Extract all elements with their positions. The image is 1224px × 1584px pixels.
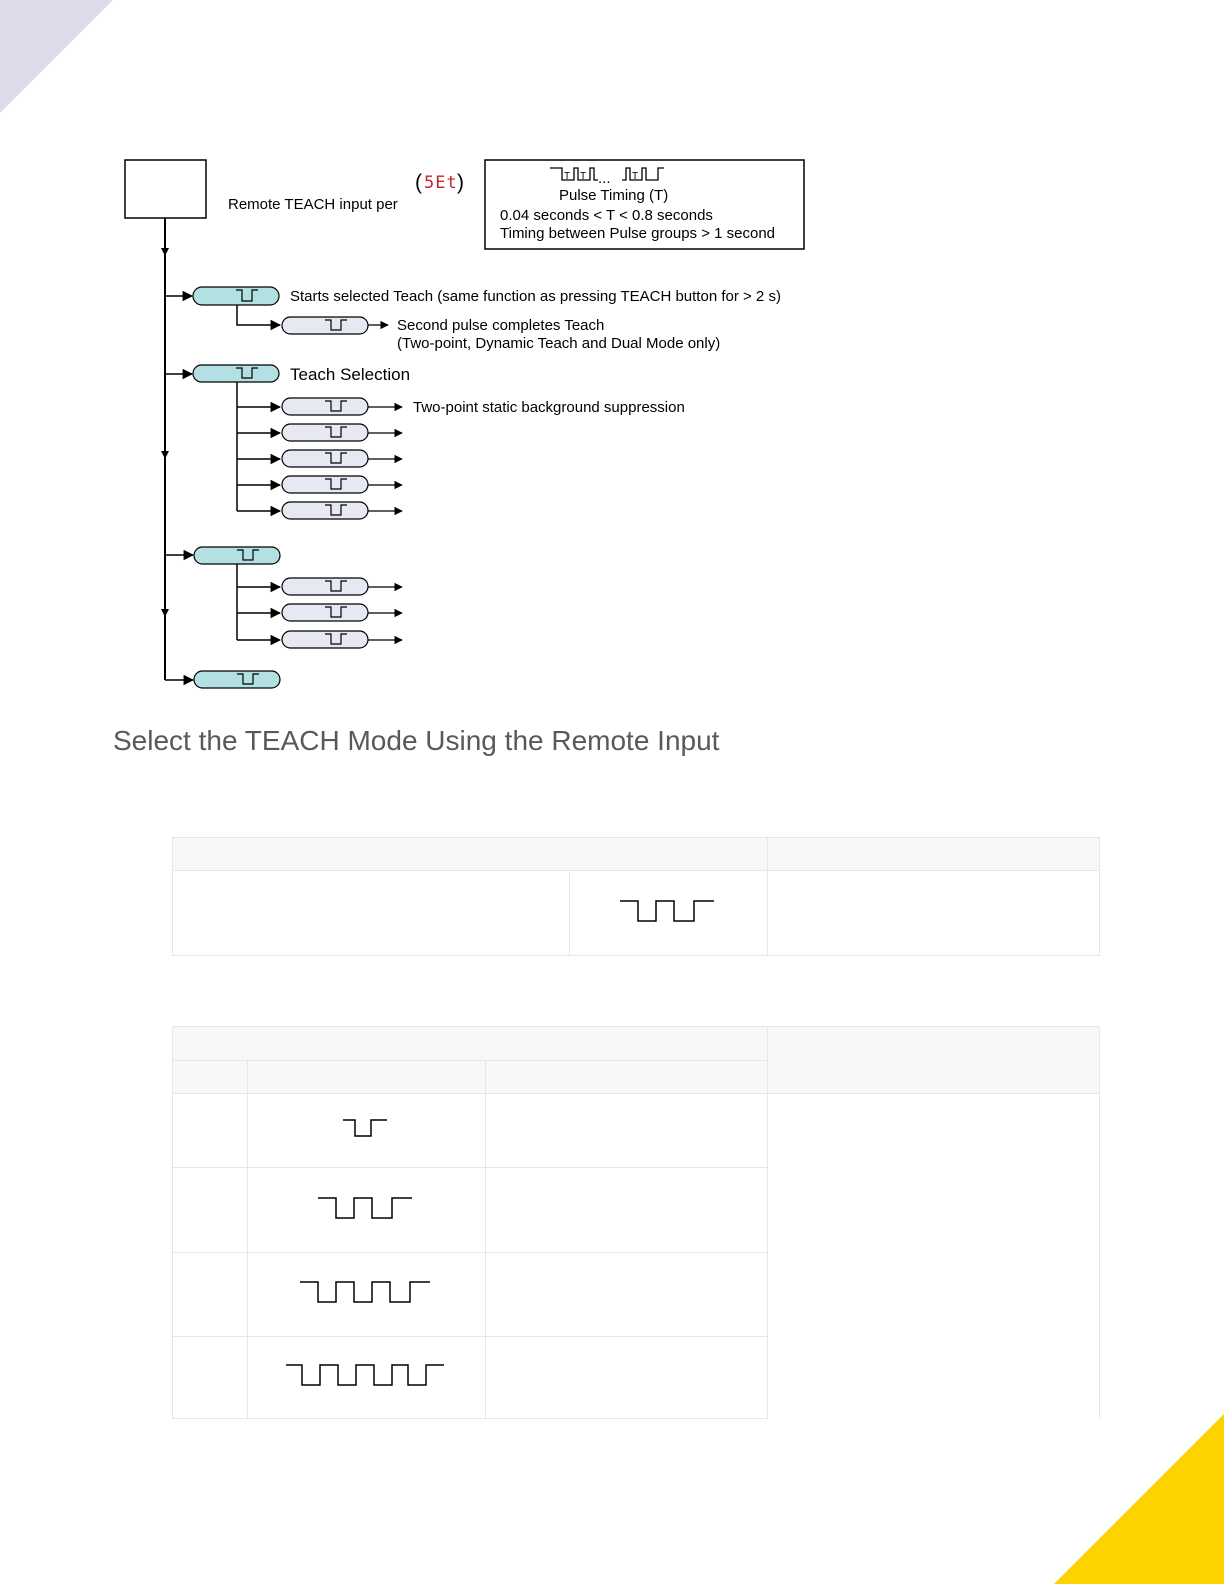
table2-cell <box>173 1253 248 1337</box>
table2-pulse-cell <box>247 1337 485 1419</box>
table2-cell <box>485 1253 768 1337</box>
table2-cell <box>173 1094 248 1168</box>
teach-option-row <box>237 502 402 519</box>
table2-cell <box>485 1094 768 1168</box>
table1-pulse-cell <box>569 871 768 956</box>
table2-cell <box>173 1168 248 1253</box>
table2-side-cell <box>768 1094 1100 1419</box>
table2-header-cell <box>173 1027 768 1061</box>
readout-paren-open: ( <box>415 171 422 194</box>
table1-header-cell <box>768 838 1100 871</box>
start-box <box>125 160 206 218</box>
down-arrow <box>161 248 169 256</box>
down-arrow <box>161 609 169 617</box>
branch1-label: Starts selected Teach (same function as pressing TEACH button for > 2 s) <box>290 288 781 305</box>
pulse-timing-title: Pulse Timing (T) <box>559 187 669 204</box>
table1-header-cell <box>173 838 768 871</box>
table2-subheader-cell <box>247 1061 485 1094</box>
table2-cell <box>485 1168 768 1253</box>
remote-teach-label: Remote TEACH input per <box>228 196 398 213</box>
table2-subheader-cell <box>173 1061 248 1094</box>
teach-option-row <box>237 450 402 467</box>
t-marker-1: T <box>564 171 571 182</box>
table2-subheader-cell <box>485 1061 768 1094</box>
pulse-3-icon <box>298 1280 434 1304</box>
branch1-sub-line2: (Two-point, Dynamic Teach and Dual Mode only) <box>397 335 721 352</box>
table2-pulse-cell <box>247 1094 485 1168</box>
t-marker-3: T <box>632 171 639 182</box>
remote-teach-table-2 <box>172 1026 1100 1419</box>
corner-decoration-bottom-right <box>1054 1414 1224 1584</box>
double-pulse-icon <box>618 899 718 923</box>
teach-option-1-label: Two-point static background suppression <box>413 399 685 416</box>
display-readout: 5Et <box>424 173 458 193</box>
pulse-timing-range: 0.04 seconds < T < 0.8 seconds <box>500 207 713 224</box>
branch2-label: Teach Selection <box>290 365 411 384</box>
pulse-group-timing: Timing between Pulse groups > 1 second <box>500 225 776 242</box>
teach-option-row <box>237 424 402 441</box>
pulse-1-icon <box>341 1118 391 1138</box>
pulse-2-icon <box>316 1196 416 1220</box>
branch1-sub-line1: Second pulse completes Teach <box>397 317 605 334</box>
table1-cell <box>173 871 570 956</box>
option-row <box>237 631 402 648</box>
readout-paren-close: ) <box>457 171 464 194</box>
remote-teach-flow-diagram <box>0 0 1224 700</box>
teach-option-row <box>237 476 402 493</box>
table2-cell <box>485 1337 768 1419</box>
table2-cell <box>173 1337 248 1419</box>
teach-option-row <box>237 398 402 415</box>
pulse-4-icon <box>284 1363 448 1387</box>
table1-cell <box>768 871 1100 956</box>
timing-ellipsis: ... <box>598 170 611 187</box>
option-row <box>237 604 402 621</box>
t-marker-2: T <box>580 171 587 182</box>
table2-header-cell <box>768 1027 1100 1094</box>
option-row <box>237 578 402 595</box>
down-arrow <box>161 451 169 459</box>
section-title: Select the TEACH Mode Using the Remote Input <box>113 725 720 756</box>
table2-pulse-cell <box>247 1253 485 1337</box>
table2-pulse-cell <box>247 1168 485 1253</box>
remote-teach-table-1 <box>172 837 1100 956</box>
